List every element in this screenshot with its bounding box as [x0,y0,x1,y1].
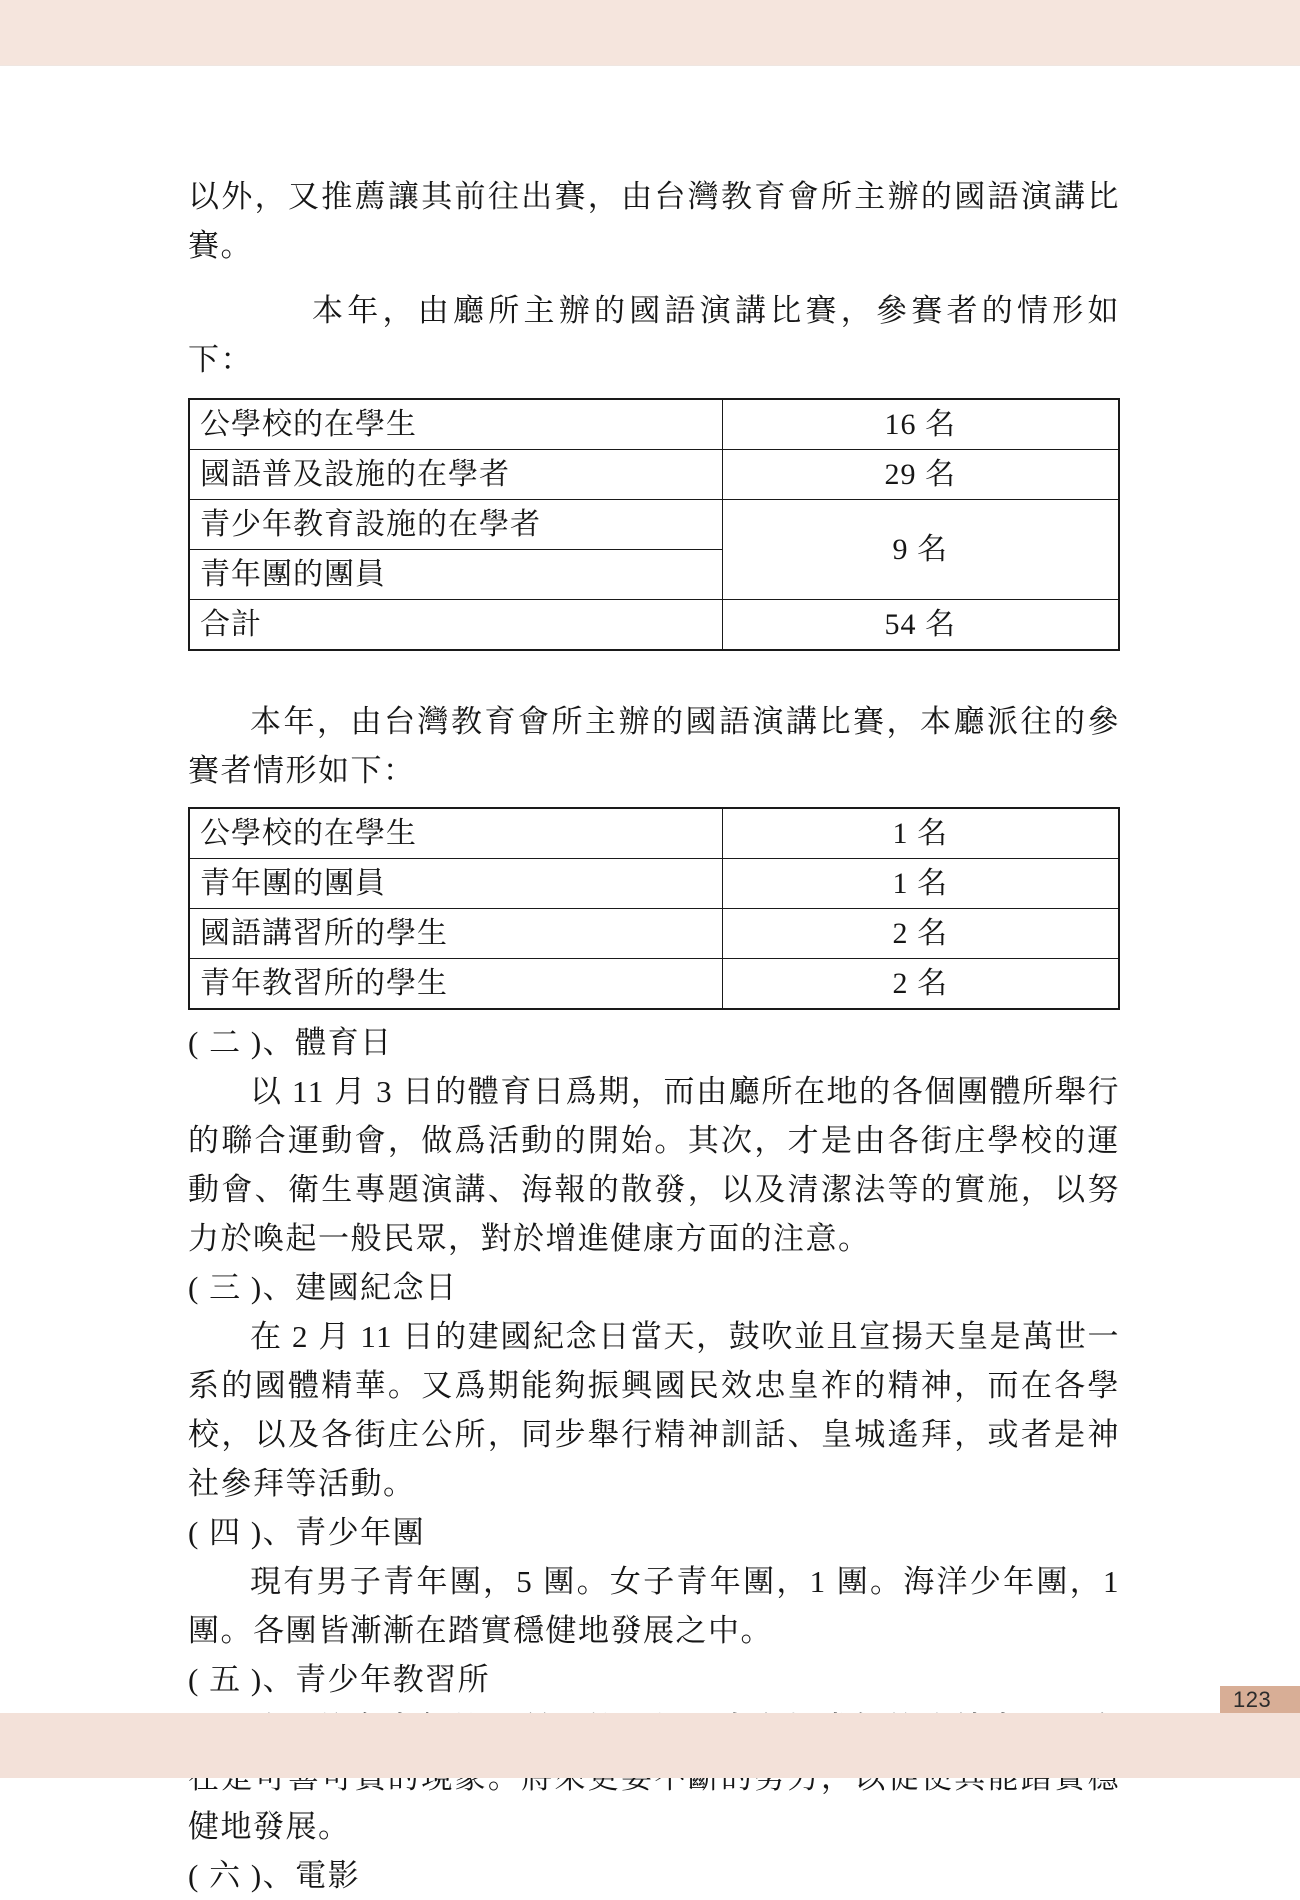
table-row [189,808,1119,859]
delegates-table [188,807,1120,1010]
row-value-cell-merged: 9 名 [722,500,1119,600]
section-heading-movies: ( 六 )、電影 [188,1858,361,1893]
table-row [189,859,1119,909]
row-label-cell: 青少年教育設施的在學者 [189,500,722,550]
table1-caption: 本年，由廳所主辦的國語演講比賽，參賽者的情形如下： [188,293,1120,377]
page-body [188,172,1120,1900]
row-value-cell: 1 名 [722,859,1119,909]
row-value-cell: 29 名 [722,450,1119,500]
row-value-cell: 16 名 [722,399,1119,450]
header-band [0,0,1300,66]
section-body-national-day: 在 2 月 11 日的建國紀念日當天，鼓吹並且宣揚天皇是萬世一系的國體精華。又爲期能夠振興國民效忠皇祚的精神，而在各學校，以及各街庄公所，同步舉行精神訓話、皇城遙拜，或者是神社參拜等活動。 [188,1319,1120,1501]
section-body-youth-corps: 現有男子青年團，5 團。女子青年團，1 團。海洋少年團，1 團。各團皆漸漸在踏實穩健地發展之中。 [188,1564,1120,1648]
participants-table [188,398,1120,651]
row-label-cell: 國語講習所的學生 [189,909,722,959]
row-label-cell: 國語普及設施的在學者 [189,450,722,500]
row-value-cell: 2 名 [722,959,1119,1010]
row-value-cell: 2 名 [722,909,1119,959]
section-heading-youth-corps: ( 四 )、青少年團 [188,1515,426,1550]
row-value-cell: 1 名 [722,808,1119,859]
row-label-cell: 青年團的團員 [189,550,722,600]
table-row [189,959,1119,1010]
section-heading-national-day: ( 三 )、建國紀念日 [188,1270,458,1305]
table-row [189,909,1119,959]
section-body-youth-school: 健地發展。 [188,1809,351,1844]
opening-paragraph: 以外，又推薦讓其前往出賽，由台灣教育會所主辦的國語演講比賽。 [188,179,1120,263]
table-row [189,450,1119,500]
row-label-cell: 合計 [189,600,722,651]
table2-caption: 本年，由台灣教育會所主辦的國語演講比賽，本廳派往的參賽者情形如下： [188,704,1120,788]
row-value-cell: 54 名 [722,600,1119,651]
table-row [189,500,1119,550]
table-row [189,600,1119,651]
section-body-sports-day: 以 11 月 3 日的體育日爲期，而由廳所在地的各個團體所舉行的聯合運動會，做爲活動的開始。其次，才是由各街庄學校的運動會、衛生專題演講、海報的散發，以及清潔法等的實施，以努力於喚起一般民眾，對於增進健康方面的注意。 [188,1074,1120,1256]
row-label-cell: 青年教習所的學生 [189,959,722,1010]
section-heading-youth-school: ( 五 )、青少年教習所 [188,1662,491,1697]
footer-band [0,1713,1300,1778]
table-row [189,399,1119,450]
row-label-cell: 公學校的在學生 [189,399,722,450]
row-label-cell: 公學校的在學生 [189,808,722,859]
page-number: 123 [1233,1686,1272,1712]
page-number-box [1220,1686,1300,1713]
section-heading-sports-day: ( 二 )、體育日 [188,1025,393,1060]
row-label-cell: 青年團的團員 [189,859,722,909]
